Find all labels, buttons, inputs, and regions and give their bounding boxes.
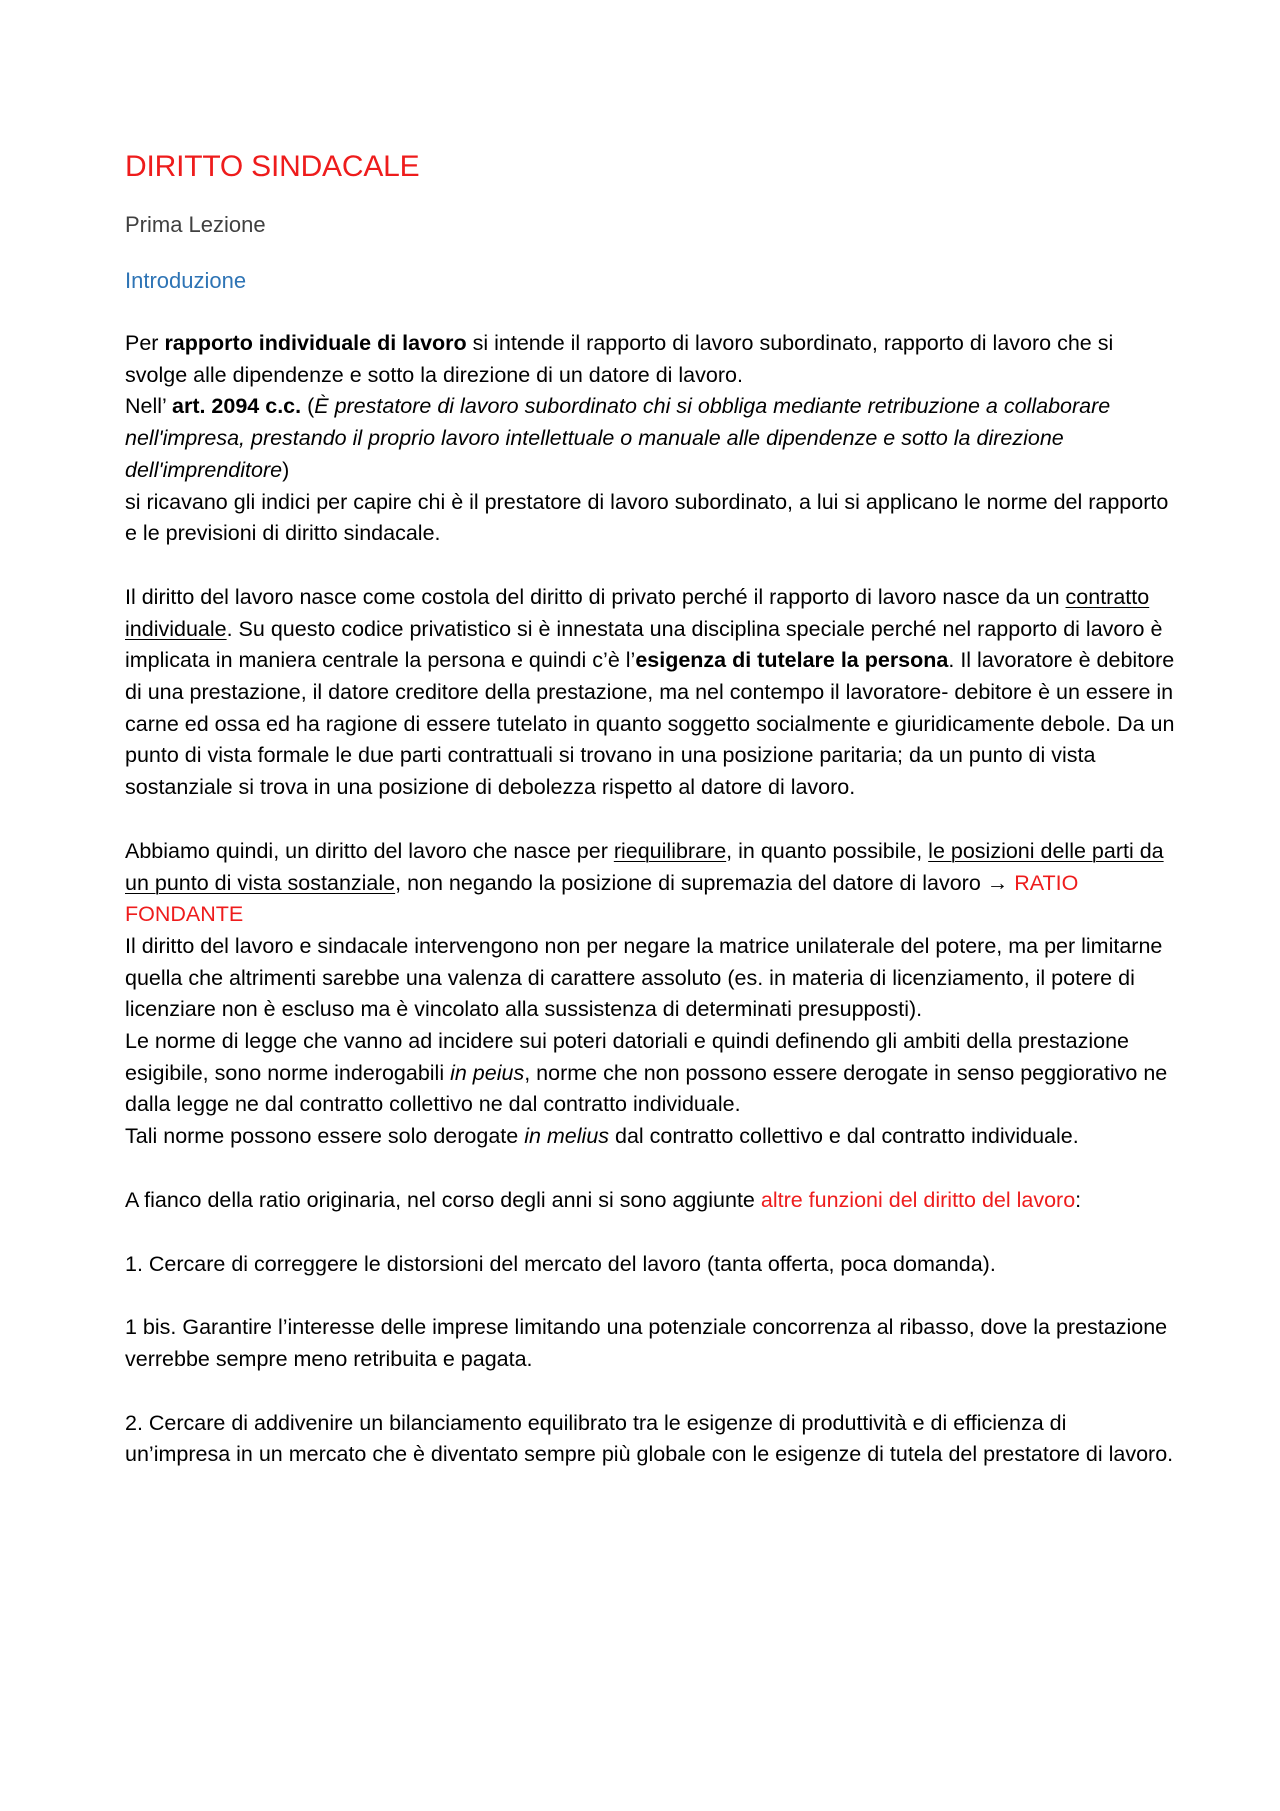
text-run: , norme che non possono essere derogate in senso peggiorativo ne dalla legge ne dal contratto collettivo ne dal contratto individuale. [125, 1060, 1168, 1117]
underlined-term: le posizioni delle parti da un punto di vista sostanziale [125, 838, 1164, 895]
text-run: . Il lavoratore è debitore di una prestazione, il datore creditore della prestazione, ma nel contempo il lavoratore- debitore è un essere in carne ed ossa ed ha ragione di essere tutelato in quanto soggetto socialmente e giuridicamente debole. Da un punto di vista formale le due parti contrattuali si trovano in una posizione paritaria; da un punto di vista sostanziale si trova in una posizione di debolezza rispetto al datore di lavoro. [125, 648, 1175, 800]
text-run: ) [282, 457, 290, 482]
list-item: 2. Cercare di addivenire un bilanciamento equilibrato tra le esigenze di produttività e di efficienza di un’impresa in un mercato che è diventato sempre più globale con le esigenze di tutela del prestatore di lavoro. [125, 1410, 1174, 1467]
text-run: . Su questo codice privatistico si è innestata una disciplina speciale perché nel rapporto di lavoro è implicata in maniera centrale la persona e quindi c’è l’ [125, 616, 1163, 673]
italic-term: in peius [450, 1060, 525, 1085]
text-run: , non negando la posizione di supremazia del datore di lavoro [395, 870, 987, 895]
bold-term: esigenza di tutelare la persona [635, 648, 949, 673]
text-run: ( [301, 394, 315, 419]
list-item: 1 bis. Garantire l’interesse delle imprese limitando una potenziale concorrenza al ribasso, dove la prestazione verrebbe sempre meno retribuita e pagata. [125, 1315, 1168, 1371]
section-heading-introduzione: Introduzione [125, 268, 247, 293]
text-run: Le norme di legge che vanno ad incidere sui poteri datoriali e quindi definendo gli ambiti della prestazione esigibile, sono norme inderogabili [125, 1029, 1129, 1085]
text-run: A fianco della ratio originaria, nel corso degli anni si sono aggiunte [125, 1187, 761, 1212]
text-run: Nell’ [125, 394, 172, 419]
italic-term: in melius [524, 1124, 610, 1149]
paragraph-altre-funzioni [125, 1185, 1175, 1217]
text-run: , in quanto possibile, [726, 838, 929, 863]
paragraph-ratio-fondante [125, 836, 1175, 1153]
underlined-term: contratto individuale [125, 584, 1150, 641]
arrow-right-icon: → [986, 870, 1009, 895]
text-run: si intende il rapporto di lavoro subordinato, rapporto di lavoro che si svolge alle dipendenze e sotto la direzione di un datore di lavoro. [125, 331, 1114, 387]
bold-term: rapporto individuale di lavoro [164, 331, 467, 355]
text-run: dal contratto collettivo e dal contratto individuale. [609, 1124, 1079, 1149]
text-run: si ricavano gli indici per capire chi è il prestatore di lavoro subordinato, a lui si applicano le norme del rapporto e le previsioni di diritto sindacale. [125, 489, 1169, 546]
text-run: Il diritto del lavoro e sindacale intervengono non per negare la matrice unilaterale del potere, ma per limitarne quella che altrimenti sarebbe una valenza di carattere assoluto (es. in materia di licenziamento, il potere di licenziare non è escluso ma è vincolato alla sussistenza di determinati presupposti). [125, 933, 1163, 1022]
lesson-subtitle: Prima Lezione [125, 212, 266, 237]
article-quote: È prestatore di lavoro subordinato chi si obbliga mediante retribuzione a collaborare nell'impresa, prestando il proprio lavoro intellettuale o manuale alle dipendenze e sotto la direzione dell'imprenditore [125, 394, 1111, 482]
underlined-term: riequilibrare [613, 838, 727, 863]
document-body [125, 150, 1175, 1471]
paragraph-rapporto-individuale [125, 328, 1175, 550]
highlight-red: RATIO FONDANTE [125, 870, 1079, 927]
text-run: Per [125, 331, 165, 355]
text-run: Tali norme possono essere solo derogate [125, 1124, 525, 1149]
text-run: : [1075, 1187, 1082, 1212]
list-item: 1. Cercare di correggere le distorsioni del mercato del lavoro (tanta offerta, poca domanda). [125, 1251, 996, 1276]
paragraph-diritto-lavoro-origine [125, 582, 1175, 804]
document-title: DIRITTO SINDACALE [125, 150, 420, 183]
text-run: Abbiamo quindi, un diritto del lavoro che nasce per [125, 838, 614, 863]
article-reference: art. 2094 c.c. [172, 394, 302, 419]
text-run: Il diritto del lavoro nasce come costola del diritto di privato perché il rapporto di lavoro nasce da un [125, 584, 1066, 609]
highlight-red: altre funzioni del diritto del lavoro [760, 1187, 1076, 1212]
